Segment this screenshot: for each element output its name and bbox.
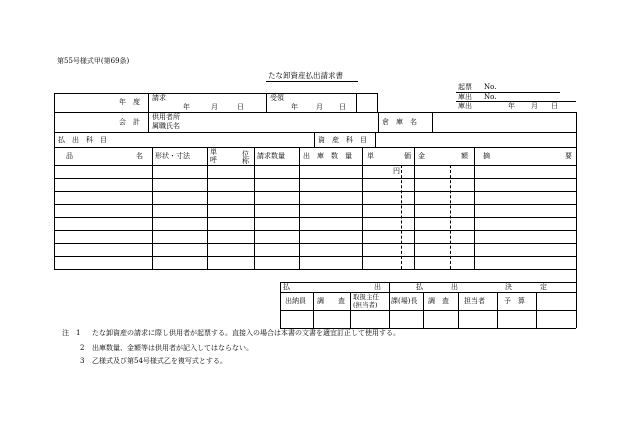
koshutsu-label: 庫出 bbox=[458, 93, 472, 101]
juryo-label: 受領 bbox=[270, 94, 284, 102]
note-2-text: 出庫数量、金額等は供用者が記入してはならない。 bbox=[92, 344, 253, 352]
seikyu-label: 請求 bbox=[152, 94, 166, 102]
kacho-label: 課(場)長 bbox=[391, 297, 418, 305]
koshutsu-no: No. bbox=[484, 93, 497, 101]
juryo-year: 年 bbox=[291, 103, 298, 111]
kode-label: 庫出 bbox=[458, 102, 472, 110]
juryo-month: 月 bbox=[316, 103, 323, 111]
col-tekiyo2: 要 bbox=[565, 152, 572, 160]
kaikei-label: 会 計 bbox=[119, 118, 140, 126]
col-tan3: 呼 bbox=[210, 156, 217, 164]
harai-label: 払 bbox=[283, 283, 290, 291]
shisan-kamoku-label: 資 産 科 目 bbox=[318, 136, 367, 144]
seikyu-day: 日 bbox=[237, 103, 244, 111]
toriatsukai-label1: 取扱主任 bbox=[353, 293, 379, 301]
col-tekiyo: 摘 bbox=[483, 152, 490, 160]
col-tan2: 位 bbox=[242, 150, 249, 158]
col-seikyu-suryo: 請求数量 bbox=[257, 152, 285, 160]
seikyu-month: 月 bbox=[211, 103, 218, 111]
kettei-label: 決 bbox=[505, 283, 512, 291]
suitouin-label: 出納員 bbox=[285, 297, 306, 305]
col-hin: 品 bbox=[66, 152, 73, 160]
yen-unit: 円 bbox=[393, 167, 400, 175]
tei-label: 定 bbox=[540, 283, 547, 291]
col-tan4: 称 bbox=[242, 157, 249, 165]
form-title: たな卸資産払出請求書 bbox=[268, 71, 343, 80]
note-1-text: たな卸資産の請求に際し供用者が起票する。直接入の場合は本書の文書を適宜訂正して使用する。 bbox=[92, 329, 400, 337]
col-tanka: 単 bbox=[367, 152, 374, 160]
chosa2-label: 調 査 bbox=[428, 297, 449, 305]
col-mei: 名 bbox=[136, 152, 143, 160]
shutsu2-label: 出 bbox=[451, 283, 458, 291]
col-kingaku2: 額 bbox=[461, 152, 468, 160]
form-number: 第55号様式甲(第69条) bbox=[57, 57, 130, 65]
shutsu-label: 出 bbox=[374, 283, 381, 291]
kihyo-no: No. bbox=[484, 83, 497, 91]
nendo-label: 年 度 bbox=[119, 98, 140, 106]
title-underline bbox=[266, 81, 358, 82]
note-3-number: 3 bbox=[80, 357, 85, 365]
col-shukko-suryo: 出 庫 数 量 bbox=[303, 152, 352, 160]
user-name-label: 属職氏名 bbox=[152, 122, 180, 130]
note-3-text: 乙様式及び第54号様式乙を複写式とする。 bbox=[92, 357, 227, 365]
harai-kamoku-label: 払 出 科 目 bbox=[58, 136, 107, 144]
user-place-label: 供用者所 bbox=[152, 113, 180, 121]
juryo-day: 日 bbox=[339, 103, 346, 111]
kode-year: 年 bbox=[508, 102, 515, 110]
note-1-number: 注 1 bbox=[62, 329, 81, 337]
kihyo-label: 起票 bbox=[458, 83, 472, 91]
harai2-label: 払 bbox=[416, 283, 423, 291]
kode-day: 日 bbox=[551, 102, 558, 110]
col-kingaku: 金 bbox=[418, 152, 425, 160]
col-tan1: 単 bbox=[210, 148, 217, 156]
seikyu-year: 年 bbox=[183, 103, 190, 111]
note-2-number: 2 bbox=[80, 344, 85, 352]
chosa-label: 調 査 bbox=[317, 297, 345, 305]
col-keijo: 形状・寸法 bbox=[155, 152, 190, 160]
tantosha-label: 担当者 bbox=[464, 297, 485, 305]
yosan-label: 予 算 bbox=[504, 297, 525, 305]
toriatsukai-label2: (担当者) bbox=[353, 301, 378, 309]
warehouse-label: 倉 庫 名 bbox=[382, 118, 417, 126]
col-tanka2: 価 bbox=[404, 152, 411, 160]
kode-month: 月 bbox=[531, 102, 538, 110]
